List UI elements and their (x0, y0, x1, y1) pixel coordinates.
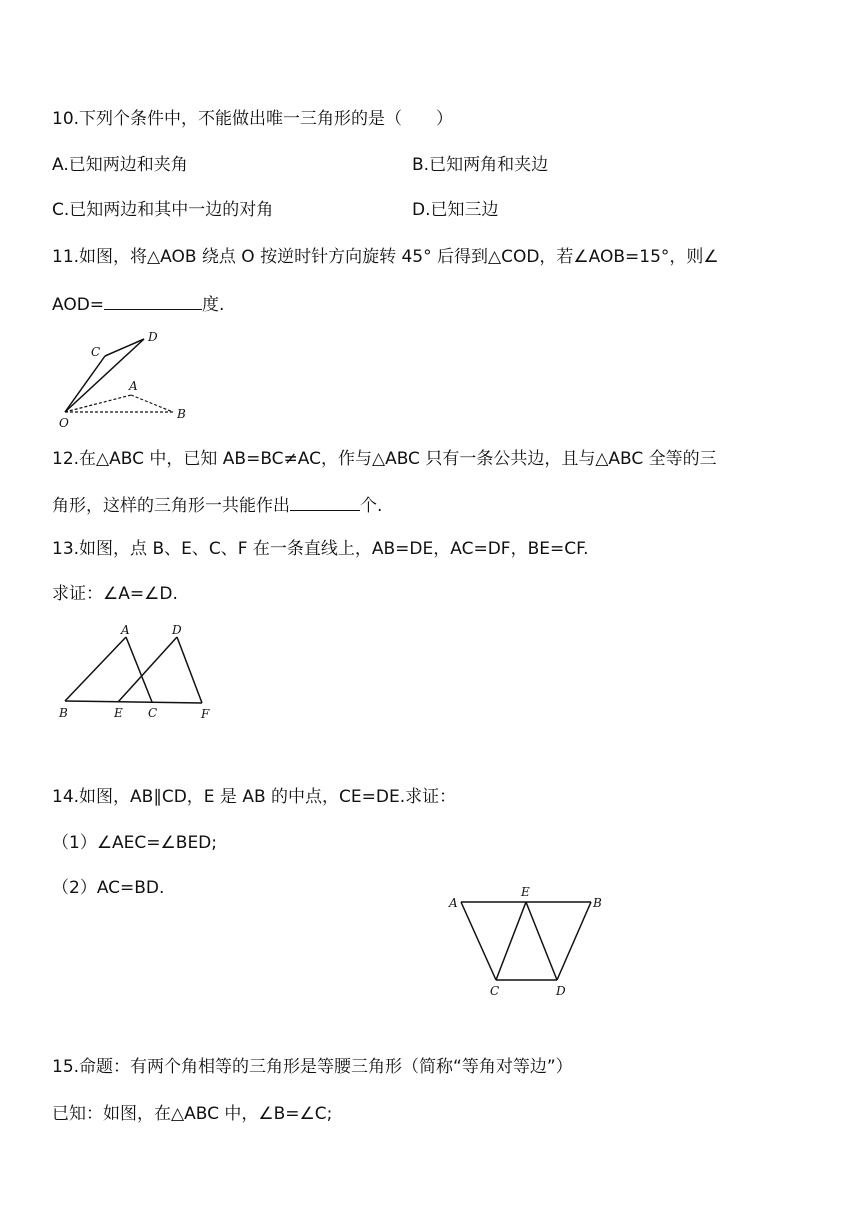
q11-figure (55, 328, 195, 430)
q10-stem: 10.下列个条件中，不能做出唯一三角形的是（ ） (52, 109, 454, 129)
q11-segment-ab (131, 395, 173, 412)
q10-option-c: C.已知两边和其中一边的对角 (52, 200, 274, 220)
q15-line1: 15.命题：有两个角相等的三角形是等腰三角形（简称“等角对等边”） (52, 1057, 573, 1077)
q11-segment-cd (105, 339, 144, 356)
q11-line2-before: AOD= (52, 295, 105, 315)
q13-label-e: E (114, 706, 123, 720)
q13-label-d: D (172, 623, 182, 637)
q13-segment-ba (65, 637, 126, 701)
q14-label-e: E (521, 885, 530, 899)
q14-figure (440, 875, 615, 1000)
q14-segment-ec (496, 902, 526, 980)
q13-line2: 求证：∠A=∠D. (52, 584, 178, 604)
q13-label-b: B (59, 706, 68, 720)
q13-label-a: A (121, 623, 130, 637)
q12-line2-before: 角形，这样的三角形一共能作出 (52, 496, 290, 516)
q12-answer-blank (290, 492, 360, 511)
q14-label-d: D (556, 984, 566, 998)
q12-line2-after: 个. (360, 496, 383, 516)
q10-option-b: B.已知两角和夹边 (412, 155, 549, 175)
q12-line2 (52, 492, 382, 518)
q11-answer-blank (104, 291, 202, 310)
q11-line2 (52, 291, 224, 317)
q14-label-c: C (490, 984, 500, 998)
q13-label-f: F (201, 707, 210, 721)
q15-line2: 已知：如图，在△ABC 中，∠B=∠C; (52, 1104, 333, 1124)
q12-line1: 12.在△ABC 中，已知 AB=BC≠AC，作与△ABC 只有一条公共边，且与△ABC 全等的三 (52, 449, 717, 469)
q11-label-d: D (148, 330, 158, 344)
q11-label-a: A (129, 379, 138, 393)
q11-label-b: B (177, 407, 186, 421)
q14-segment-ed (526, 902, 557, 980)
q11-line2-after: 度. (202, 295, 225, 315)
q10-option-a: A.已知两边和夹角 (52, 155, 188, 175)
q14-line1: 14.如图，AB∥CD，E 是 AB 的中点，CE=DE.求证： (52, 787, 457, 807)
q13-label-c: C (148, 706, 158, 720)
q14-segment-ac (461, 902, 496, 980)
q13-segment-df (177, 637, 202, 703)
q14-label-b: B (593, 896, 602, 910)
q13-line1: 13.如图，点 B、E、C、F 在一条直线上，AB=DE，AC=DF，BE=CF. (52, 539, 589, 559)
q10-option-d: D.已知三边 (412, 200, 499, 220)
q14-part1: （1）∠AEC=∠BED; (52, 833, 218, 853)
q11-label-c: C (91, 345, 101, 359)
q13-figure (55, 620, 225, 725)
q14-part2: （2）AC=BD. (52, 878, 165, 898)
q13-segment-bf (65, 701, 202, 703)
q11-segment-od (65, 339, 144, 412)
q11-label-o: O (59, 416, 69, 430)
q14-segment-bd (557, 902, 591, 980)
q11-line1: 11.如图，将△AOB 绕点 O 按逆时针方向旋转 45° 后得到△COD，若∠AOB=15°，则∠ (52, 247, 719, 267)
q14-label-a: A (449, 896, 458, 910)
